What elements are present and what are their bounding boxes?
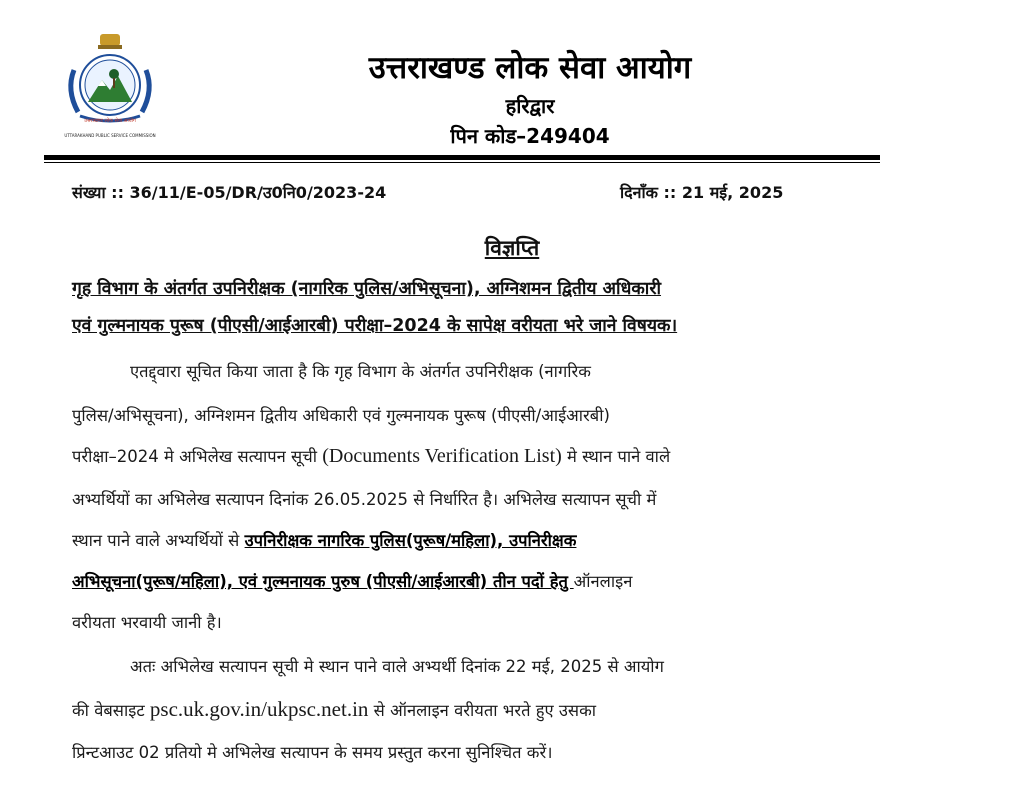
- header-divider-thin: [44, 162, 880, 163]
- svg-text:उत्तराखण्ड लोक सेवा आयोग: उत्तराखण्ड लोक सेवा आयोग: [84, 118, 136, 124]
- paragraph1-line2: पुलिस/अभिसूचना), अग्निशमन द्वितीय अधिकारी एवं गुल्मनायक पुरूष (पीएसी/आईआरबी): [72, 406, 610, 425]
- paragraph1-line5: स्थान पाने वाले अभ्यर्थियों से उपनिरीक्षक नागरिक पुलिस(पुरूष/महिला), उपनिरीक्षक: [72, 531, 577, 550]
- city-name: हरिद्वार: [505, 94, 555, 118]
- website-url: psc.uk.gov.in/ukpsc.net.in: [149, 697, 369, 721]
- paragraph2-line1: अतः अभिलेख सत्यापन सूची मे स्थान पाने वाले अभ्यर्थी दिनांक 22 मई, 2025 से आयोग: [130, 657, 664, 676]
- reference-number: संख्या :: 36/11/E-05/DR/उ0नि0/2023-24: [72, 183, 387, 202]
- notice-date: दिनाँक :: 21 मई, 2025: [620, 183, 784, 202]
- emblem-icon: [58, 30, 162, 144]
- organization-name: उत्तराखण्ड लोक सेवा आयोग: [368, 50, 692, 86]
- svg-text:UTTARAKHAND PUBLIC SERVICE COM: UTTARAKHAND PUBLIC SERVICE COMMISSION: [64, 133, 156, 138]
- pin-code: पिन कोड–249404: [450, 124, 610, 148]
- paragraph1-line6: अभिसूचना(पुरूष/महिला), एवं गुल्मनायक पुरुष (पीएसी/आईआरबी) तीन पदों हेतु ऑनलाइन: [72, 572, 633, 591]
- paragraph1-line7: वरीयता भरवायी जानी है।: [72, 613, 222, 632]
- paragraph1-line4: अभ्यर्थियों का अभिलेख सत्यापन दिनांक 26.05.2025 से निर्धारित है। अभिलेख सत्यापन सूची में: [72, 490, 657, 509]
- subject-line-1: गृह विभाग के अंतर्गत उपनिरीक्षक (नागरिक पुलिस/अभिसूचना), अग्निशमन द्वितीय अधिकारी: [72, 279, 662, 299]
- notice-title: विज्ञप्ति: [484, 236, 540, 260]
- subject-line-2: एवं गुल्मनायक पुरूष (पीएसी/आईआरबी) परीक्षा–2024 के सापेक्ष वरीयता भरे जाने विषयक।: [72, 316, 678, 336]
- paragraph2-line2: की वेबसाइट psc.uk.gov.in/ukpsc.net.in से ऑनलाइन वरीयता भरते हुए उसका: [72, 697, 597, 721]
- paragraph1-line3: परीक्षा–2024 मे अभिलेख सत्यापन सूची (Documents Verification List) मे स्थान पाने वाले: [72, 445, 671, 467]
- commission-logo: [58, 30, 162, 144]
- paragraph2-line3: प्रिन्टआउट 02 प्रतियो मे अभिलेख सत्यापन के समय प्रस्तुत करना सुनिश्चित करें।: [72, 743, 553, 762]
- header-divider-thick: [44, 155, 880, 160]
- paragraph1-line1: एतद्द्वारा सूचित किया जाता है कि गृह विभाग के अंतर्गत उपनिरीक्षक (नागरिक: [130, 362, 591, 381]
